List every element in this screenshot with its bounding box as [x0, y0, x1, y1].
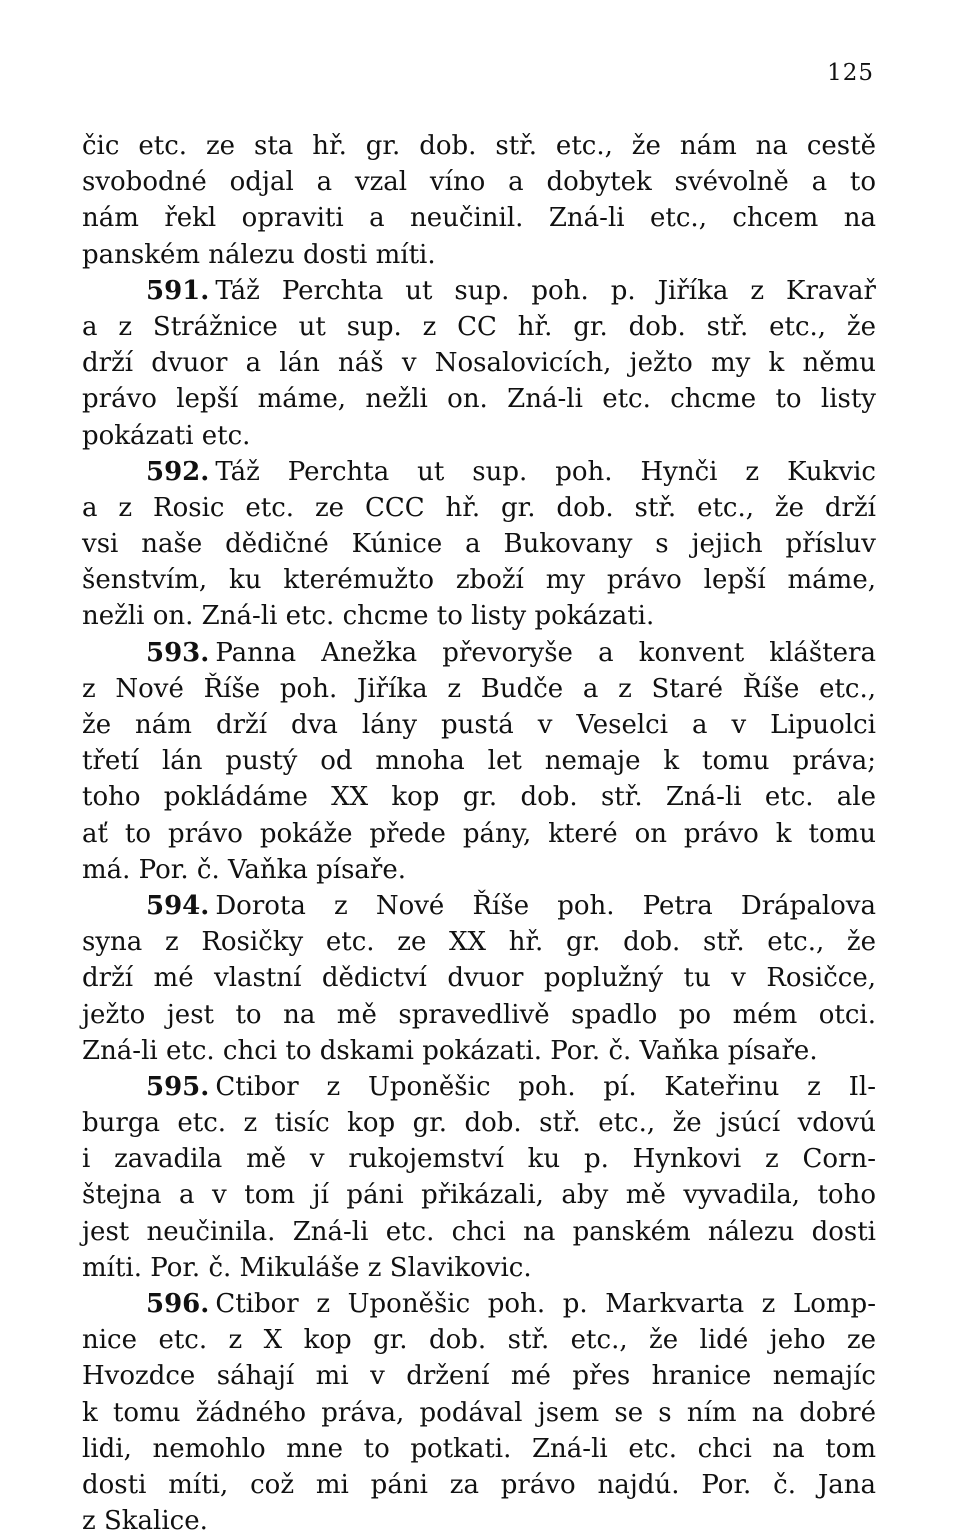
entry-number: 592.: [146, 456, 210, 487]
line-text: štejna a v tom jí páni přikázali, aby mě vyvadila, toho: [82, 1180, 876, 1211]
text-line: [82, 598, 876, 634]
text-line: [82, 1503, 876, 1539]
text-line: [82, 562, 876, 598]
line-text: drží mé vlastní dědictví dvuor poplužný tu v Rosičce,: [82, 963, 876, 994]
text-line: [82, 707, 876, 743]
line-text: nám řekl opraviti a neučinil. Zná-li etc., chcem na: [82, 203, 876, 234]
text-line: [82, 671, 876, 707]
text-line: [82, 852, 876, 888]
text-line: [82, 164, 876, 200]
entry-first-line: [82, 273, 876, 309]
entry-number: 595.: [146, 1071, 210, 1102]
line-text: ať to právo pokáže přede pány, které on právo k tomu: [82, 818, 876, 849]
line-text: že nám drží dva lány pustá v Veselci a v Lipuolci: [82, 710, 876, 740]
text-line: [82, 1250, 876, 1286]
entry-first-line: [82, 888, 876, 924]
line-text: nežli on. Zná-li etc. chcme to listy pokázati.: [82, 601, 655, 632]
line-text: čic etc. ze sta hř. gr. dob. stř. etc., že nám na cestě: [82, 131, 876, 161]
line-text: Zná-li etc. chci to dskami pokázati. Por. č. Vaňka písaře.: [82, 1035, 818, 1066]
text-line: [82, 1105, 876, 1141]
text-line: [82, 743, 876, 779]
line-text: Panna Anežka převoryše a konvent kláštera: [215, 637, 876, 668]
entry-number: 594.: [146, 890, 210, 921]
body-text: [82, 128, 876, 1539]
text-line: [82, 200, 876, 236]
text-line: [82, 1322, 876, 1358]
line-text: má. Por. č. Vaňka písaře.: [82, 854, 407, 885]
text-line: [82, 309, 876, 345]
entry-number: 596.: [146, 1289, 210, 1319]
line-text: lidi, nemohlo mne to potkati. Zná-li etc. chci na tom: [82, 1433, 876, 1464]
text-line: [82, 1214, 876, 1250]
text-line: [82, 1358, 876, 1394]
line-text: nice etc. z X kop gr. dob. stř. etc., že lidé jeho ze: [82, 1325, 876, 1356]
text-line: [82, 1177, 876, 1213]
text-line: [82, 128, 876, 164]
entry-number: 591.: [146, 275, 210, 306]
text-line: [82, 1431, 876, 1467]
line-text: drží dvuor a lán náš v Nosalovicích, ježto my k němu: [82, 348, 876, 379]
entry-number: 593.: [146, 637, 210, 668]
line-text: Hvozdce sáhají mi v držení mé přes hranice nemajíc: [82, 1361, 876, 1392]
line-text: Táž Perchta ut sup. poh. Hynči z Kukvic: [215, 456, 876, 487]
entry-first-line: [82, 1286, 876, 1322]
text-line: [82, 1395, 876, 1431]
line-text: Dorota z Nové Říše poh. Petra Drápalova: [215, 890, 876, 921]
text-line: [82, 924, 876, 960]
line-text: právo lepší máme, nežli on. Zná-li etc. chcme to listy: [82, 384, 876, 415]
text-line: [82, 960, 876, 996]
line-text: pokázati etc.: [82, 420, 251, 451]
line-text: Ctibor z Uponěšic poh. pí. Kateřinu z Il-: [215, 1071, 876, 1102]
entry-first-line: [82, 635, 876, 671]
text-line: [82, 997, 876, 1033]
text-line: [82, 526, 876, 562]
line-text: z Skalice.: [82, 1506, 208, 1537]
text-line: [82, 779, 876, 815]
line-text: třetí lán pustý od mnoha let nemaje k tomu práva;: [82, 746, 876, 777]
text-line: [82, 1033, 876, 1069]
text-line: [82, 1141, 876, 1177]
line-text: a z Strážnice ut sup. z CC hř. gr. dob. stř. etc., že: [82, 311, 876, 342]
text-line: [82, 1467, 876, 1503]
text-line: [82, 490, 876, 526]
text-line: [82, 237, 876, 273]
line-text: toho pokládáme XX kop gr. dob. stř. Zná-li etc. ale: [82, 782, 876, 813]
line-text: panském nálezu dosti míti.: [82, 239, 436, 270]
line-text: i zavadila mě v rukojemství ku p. Hynkovi z Corn-: [82, 1144, 876, 1175]
text-line: [82, 345, 876, 381]
line-text: dosti míti, což mi páni za právo najdú. Por. č. Jana: [82, 1469, 876, 1500]
line-text: jest neučinila. Zná-li etc. chci na panském nálezu dosti: [82, 1216, 876, 1247]
line-text: ježto jest to na mě spravedlivě spadlo po mém otci.: [82, 999, 876, 1030]
entry-first-line: [82, 454, 876, 490]
line-text: šenstvím, ku kterémužto zboží my právo lepší máme,: [82, 565, 876, 596]
line-text: míti. Por. č. Mikuláše z Slavikovic.: [82, 1252, 532, 1283]
text-line: [82, 816, 876, 852]
text-line: [82, 381, 876, 417]
page-number: 125: [827, 60, 874, 86]
line-text: z Nové Říše poh. Jiříka z Budče a z Staré Říše etc.,: [82, 673, 876, 704]
line-text: Táž Perchta ut sup. poh. p. Jiříka z Kravař: [215, 275, 876, 306]
line-text: svobodné odjal a vzal víno a dobytek svévolně a to: [82, 167, 876, 198]
text-line: [82, 418, 876, 454]
line-text: burga etc. z tisíc kop gr. dob. stř. etc., že jsúcí vdovú: [82, 1108, 876, 1139]
entry-first-line: [82, 1069, 876, 1105]
line-text: Ctibor z Uponěšic poh. p. Markvarta z Lomp-: [215, 1289, 876, 1319]
line-text: k tomu žádného práva, podával jsem se s ním na dobré: [82, 1397, 876, 1428]
line-text: vsi naše dědičné Kúnice a Bukovany s jejich přísluv: [82, 529, 876, 560]
line-text: syna z Rosičky etc. ze XX hř. gr. dob. stř. etc., že: [82, 927, 876, 958]
line-text: a z Rosic etc. ze CCC hř. gr. dob. stř. etc., že drží: [82, 492, 876, 523]
